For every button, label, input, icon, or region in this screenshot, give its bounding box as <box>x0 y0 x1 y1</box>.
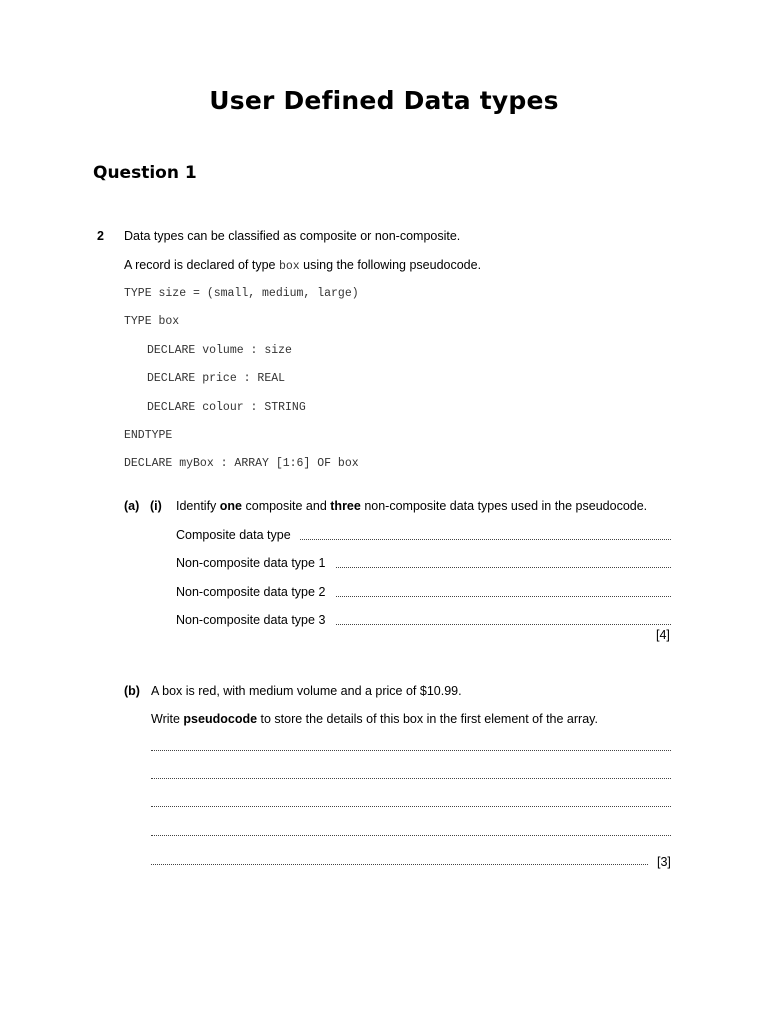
answer-line[interactable] <box>151 835 671 836</box>
intro-line-2-type-name: box <box>278 260 300 273</box>
part-a-label: (a) <box>124 499 140 513</box>
page-title: User Defined Data types <box>209 86 559 115</box>
pseudocode-line: DECLARE volume : size <box>147 344 292 357</box>
prompt-emphasis: three <box>330 499 361 513</box>
part-a-marks: [4] <box>656 628 670 642</box>
instruction-emphasis: pseudocode <box>183 712 258 726</box>
answer-line-label: Non-composite data type 2 <box>176 585 326 599</box>
answer-line-noncomposite-2[interactable] <box>336 596 671 597</box>
answer-line-noncomposite-3[interactable] <box>336 624 671 625</box>
part-a-sub-label: (i) <box>150 499 162 513</box>
intro-line-2 <box>124 258 481 273</box>
part-b-instruction <box>151 712 598 726</box>
pseudocode-line: DECLARE colour : STRING <box>147 401 306 414</box>
answer-line-label: Composite data type <box>176 528 291 542</box>
pseudocode-line: DECLARE myBox : ARRAY [1:6] OF box <box>124 457 359 470</box>
prompt-text: non-composite data types used in the pseudocode. <box>360 499 648 513</box>
prompt-text: composite and <box>242 499 331 513</box>
answer-line[interactable] <box>151 806 671 807</box>
instruction-text: Write <box>151 712 184 726</box>
instruction-text: to store the details of this box in the first element of the array. <box>257 712 598 726</box>
intro-line-2-text-after: using the following pseudocode. <box>299 258 482 272</box>
answer-line[interactable] <box>151 778 671 779</box>
pseudocode-line: TYPE box <box>124 315 180 328</box>
part-b-marks: [3] <box>657 855 671 869</box>
question-heading: Question 1 <box>93 163 197 183</box>
pseudocode-line: ENDTYPE <box>124 429 173 442</box>
answer-line[interactable] <box>151 750 671 751</box>
part-a-prompt <box>176 499 647 513</box>
prompt-emphasis: one <box>219 499 243 513</box>
part-b-label: (b) <box>124 684 140 698</box>
answer-line-label: Non-composite data type 1 <box>176 556 326 570</box>
answer-line[interactable] <box>151 864 648 865</box>
answer-line-composite[interactable] <box>300 539 671 540</box>
pseudocode-line: DECLARE price : REAL <box>147 372 286 385</box>
intro-line-2-text-before: A record is declared of type <box>124 258 279 272</box>
intro-line-1: Data types can be classified as composite or non-composite. <box>124 229 461 243</box>
question-number: 2 <box>97 229 104 243</box>
prompt-text: Identify <box>176 499 220 513</box>
answer-line-label: Non-composite data type 3 <box>176 613 326 627</box>
answer-line-noncomposite-1[interactable] <box>336 567 671 568</box>
part-b-statement: A box is red, with medium volume and a price of $10.99. <box>151 684 462 698</box>
pseudocode-line: TYPE size = (small, medium, large) <box>124 287 359 300</box>
